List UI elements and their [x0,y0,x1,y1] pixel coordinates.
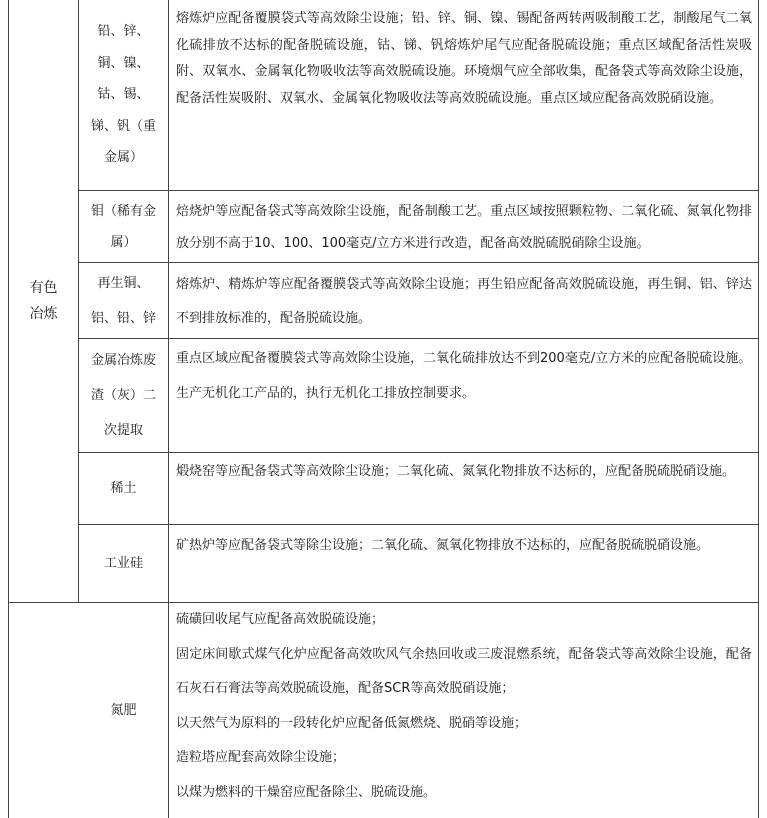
description-cell [169,529,758,602]
subcategory-cell: 金属冶炼废 渣（灰）二 次提取 [90,353,156,438]
subcategory-cell: 工业硅 [103,556,143,571]
row-divider [78,452,759,453]
description-text: 生产无机化工产品的，执行无机化工排放控制要求。 [176,385,476,401]
category-cell: 有色 冶炼 [29,280,58,322]
description-cell [169,603,758,818]
row-divider [78,524,759,525]
description-text: 熔炼炉应配备覆膜袋式等高效除尘设施；铅、锌、铜、镍、锡配备两转两吸制酸工艺，制酸尾气二氧化硫排放不达标的配备脱硫设施，钴、锑、钒熔炼炉尾气应配备脱硫设施；重点区域配备活性炭吸附、双氧水、金属氧化物吸收法等高效脱硫设施。环境烟气应全部收集，配备袋式等高效除尘设施，配备活性炭吸附、双氧水、金属氧化物吸收法等高效脱硫设施。重点区域应配备高效脱硝设施。 [176,11,752,106]
subcategory-cell: 氮肥 [110,703,137,718]
description-cell [169,196,758,262]
description-text: 焙烧炉等应配备袋式等高效除尘设施，配备制酸工艺。重点区域按照颗粒物、二氧化硫、氮氧化物排放分别不高于10、100、100毫克/立方米进行改造，配备高效脱硫脱硝除尘设施。 [176,204,752,251]
description-cell [169,455,758,524]
subcategory-cell: 铅、锌、 铜、镍、 钴、锡、 锑、钒（重 金属） [90,24,156,166]
subcategory-cell: 再生铜、 铝、铅、锌 [90,275,156,326]
description-text: 矿热炉等应配备袋式等除尘设施；二氧化硫、氮氧化物排放不达标的，应配备脱硫脱硝设施。 [176,538,710,553]
subcategory-cell: 稀土 [110,481,137,496]
description-text: 硫磺回收尾气应配备高效脱硫设施； [176,612,385,627]
description-text: 熔炼炉、精炼炉等应配备覆膜袋式等高效除尘设施；再生铅应配备高效脱硫设施，再生铜、铝、锌达不到排放标准的，配备脱硫设施。 [176,277,752,326]
row-divider [78,262,759,263]
description-cell [169,342,758,452]
description-text: 煅烧窑等应配备袋式等高效除尘设施；二氧化硫、氮氧化物排放不达标的，应配备脱硫脱硝设施。 [176,464,736,479]
description-text: 以天然气为原料的一段转化炉应配备低氮燃烧、脱硝等设施； [176,715,528,731]
row-divider [78,338,759,339]
table-border-right [758,0,759,818]
subcategory-cell: 钼（稀有金 属） [90,203,156,250]
description-text: 以煤为燃料的干燥窑应配备除尘、脱硫设施。 [176,784,437,800]
row-divider [78,190,759,191]
description-text: 重点区域应配备覆膜袋式等高效除尘设施，二氧化硫排放达不到200毫克/立方米的应配备脱硫设施。 [176,351,752,366]
description-text: 固定床间歇式煤气化炉应配备高效吹风气余热回收或三废混燃系统，配备袋式等高效除尘设施，配备石灰石石膏法等高效脱硫设施，配备SCR等高效脱硝设施； [176,646,752,696]
description-text: 造粒塔应配套高效除尘设施； [176,750,346,765]
description-cell [169,268,758,338]
description-cell [169,6,758,190]
